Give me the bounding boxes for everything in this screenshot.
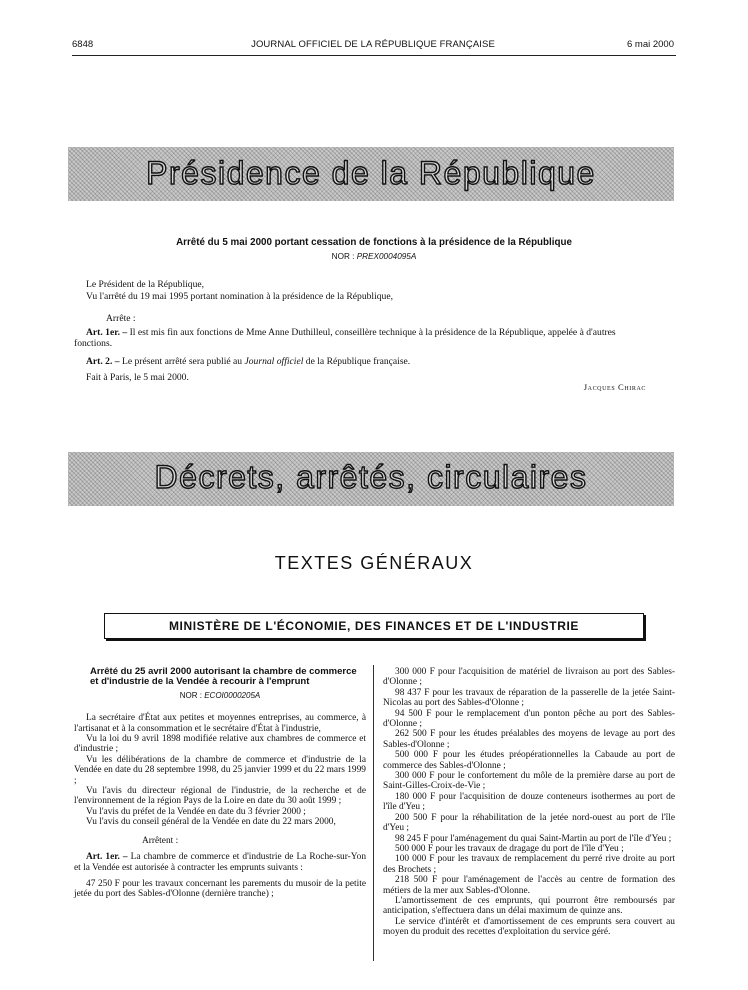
column-divider bbox=[373, 665, 374, 961]
right-column bbox=[383, 667, 675, 938]
ministry-box bbox=[104, 613, 644, 639]
journal-title: JOURNAL OFFICIEL DE LA RÉPUBLIQUE FRANÇAISE bbox=[251, 39, 495, 50]
loan-item: 100 000 F pour les travaux de remplacement du perré rive droite au port des Brochets ; bbox=[383, 854, 675, 875]
arrete-title: Arrêté du 25 avril 2000 autorisant la chambre de commerce et d'industrie de la Vendée à recourir à l'emprunt bbox=[90, 666, 357, 688]
loan-item: 500 000 F pour les travaux de dragage du port de l'île d'Yeu ; bbox=[395, 843, 624, 854]
nor-reference: NOR : ECOI0000205A bbox=[179, 690, 261, 700]
paragraph: L'amortissement de ces emprunts, qui pourront être remboursés par anticipation, s'effectuera dans un délai maximum de quinze ans. bbox=[383, 895, 675, 917]
header-rule bbox=[72, 55, 676, 56]
loan-item: 300 000 F pour le confortement du môle de la première darse au port de Saint-Gilles-Croix-de-Vie ; bbox=[383, 771, 675, 792]
paragraph: Le service d'intérêt et d'amortissement de ces emprunts sera couvert au moyen du produit des recettes d'exploitation du service géré. bbox=[383, 916, 675, 938]
loan-item: 500 000 F pour les études préopérationnelles la Cabaude au port de commerce des Sables-d'Olonne ; bbox=[383, 750, 675, 771]
paragraph: Vu l'avis du préfet de la Vendée en date du 3 février 2000 ; bbox=[86, 806, 306, 817]
section-banner-decrets bbox=[68, 452, 674, 506]
article-1: Art. 1er. – La chambre de commerce et d'industrie de La Roche-sur-Yon et la Vendée est autorisée à contracter les emprunts suivants : bbox=[74, 852, 367, 873]
banner-title: Présidence de la République bbox=[146, 155, 596, 191]
loan-item: 262 500 F pour les études préalables des moyens de levage au port des Sables-d'Olonne ; bbox=[383, 729, 675, 750]
page-header bbox=[72, 39, 674, 53]
signature: Jacques Chirac bbox=[583, 382, 646, 392]
loan-item: 180 000 F pour l'acquisition de douze conteneurs isothermes au port de l'île d'Yeu ; bbox=[383, 791, 675, 813]
nor-reference: NOR : PREX0004095A bbox=[331, 252, 417, 261]
loan-item: 98 437 F pour les travaux de réparation de la passerelle de la jetée Saint-Nicolas au port des Sables-d'Olonne ; bbox=[383, 687, 675, 709]
textes-generaux-heading: TEXTES GÉNÉRAUX bbox=[274, 553, 474, 573]
page-number: 6848 bbox=[72, 39, 94, 50]
arrete-title: Arrêté du 5 mai 2000 portant cessation de fonctions à la présidence de la République bbox=[176, 237, 572, 248]
paragraph: Vu les délibérations de la chambre de commerce et d'industrie de la Vendée en date du 28 septembre 1998, du 25 janvier 1999 et du 22 mars 1999 ; bbox=[74, 754, 366, 786]
arretent-label: Arrêtent : bbox=[142, 835, 179, 846]
banner-title: Décrets, arrêtés, circulaires bbox=[154, 459, 588, 495]
loan-item: 94 500 F pour le remplacement d'un ponton pêche au port des Sables-d'Olonne ; bbox=[383, 708, 675, 730]
left-column bbox=[74, 667, 366, 900]
paragraph: Vu la loi du 9 avril 1898 modifiée relative aux chambres de commerce et d'industrie ; bbox=[74, 734, 366, 755]
paragraph: Vu l'avis du directeur régional de l'industrie, de la recherche et de l'environnement de la région Pays de la Loire en date du 30 août 1999 ; bbox=[74, 786, 366, 807]
loan-item: 200 500 F pour la réhabilitation de la jetée nord-ouest au port de l'île d'Yeu ; bbox=[383, 812, 675, 834]
paragraph: La secrétaire d'État aux petites et moyennes entreprises, au commerce, à l'artisanat et à la consommation et le secrétaire d'État à l'industrie, bbox=[74, 713, 366, 734]
issue-date: 6 mai 2000 bbox=[626, 39, 674, 50]
arrete-label: Arrête : bbox=[106, 313, 136, 324]
fait-a-paris: Fait à Paris, le 5 mai 2000. bbox=[86, 372, 189, 383]
section-banner-presidence bbox=[68, 147, 674, 201]
paragraph: 47 250 F pour les travaux concernant les parements du musoir de la petite jetée du port des Sables-d'Olonne (dernière tranche) ; bbox=[74, 878, 366, 900]
paragraph: Vu l'avis du conseil général de la Vendée en date du 22 mars 2000, bbox=[86, 817, 336, 828]
vu-line: Vu l'arrêté du 19 mai 1995 portant nomination à la présidence de la République, bbox=[86, 291, 393, 302]
article-1: Art. 1er. – Il est mis fin aux fonctions de Mme Anne Duthilleul, conseillère technique à la présidence de la République, appelée à d'autres bbox=[86, 327, 616, 338]
ministry-title: MINISTÈRE DE L'ÉCONOMIE, DES FINANCES ET DE L'INDUSTRIE bbox=[168, 619, 580, 633]
loan-item: 218 500 F pour l'aménagement de l'accès au centre de formation des métiers de la mer aux Sables-d'Olonne. bbox=[383, 875, 675, 896]
loan-item: 98 245 F pour l'aménagement du quai Saint-Martin au port de l'île d'Yeu ; bbox=[395, 833, 672, 844]
preamble-line: Le Président de la République, bbox=[86, 279, 205, 290]
loan-item: 300 000 F pour l'acquisition de matériel de livraison au port des Sables-d'Olonne ; bbox=[383, 667, 675, 688]
article-2: Art. 2. – Le présent arrêté sera publié au Journal officiel de la République française. bbox=[86, 356, 411, 367]
article-1-continued: fonctions. bbox=[74, 338, 113, 349]
